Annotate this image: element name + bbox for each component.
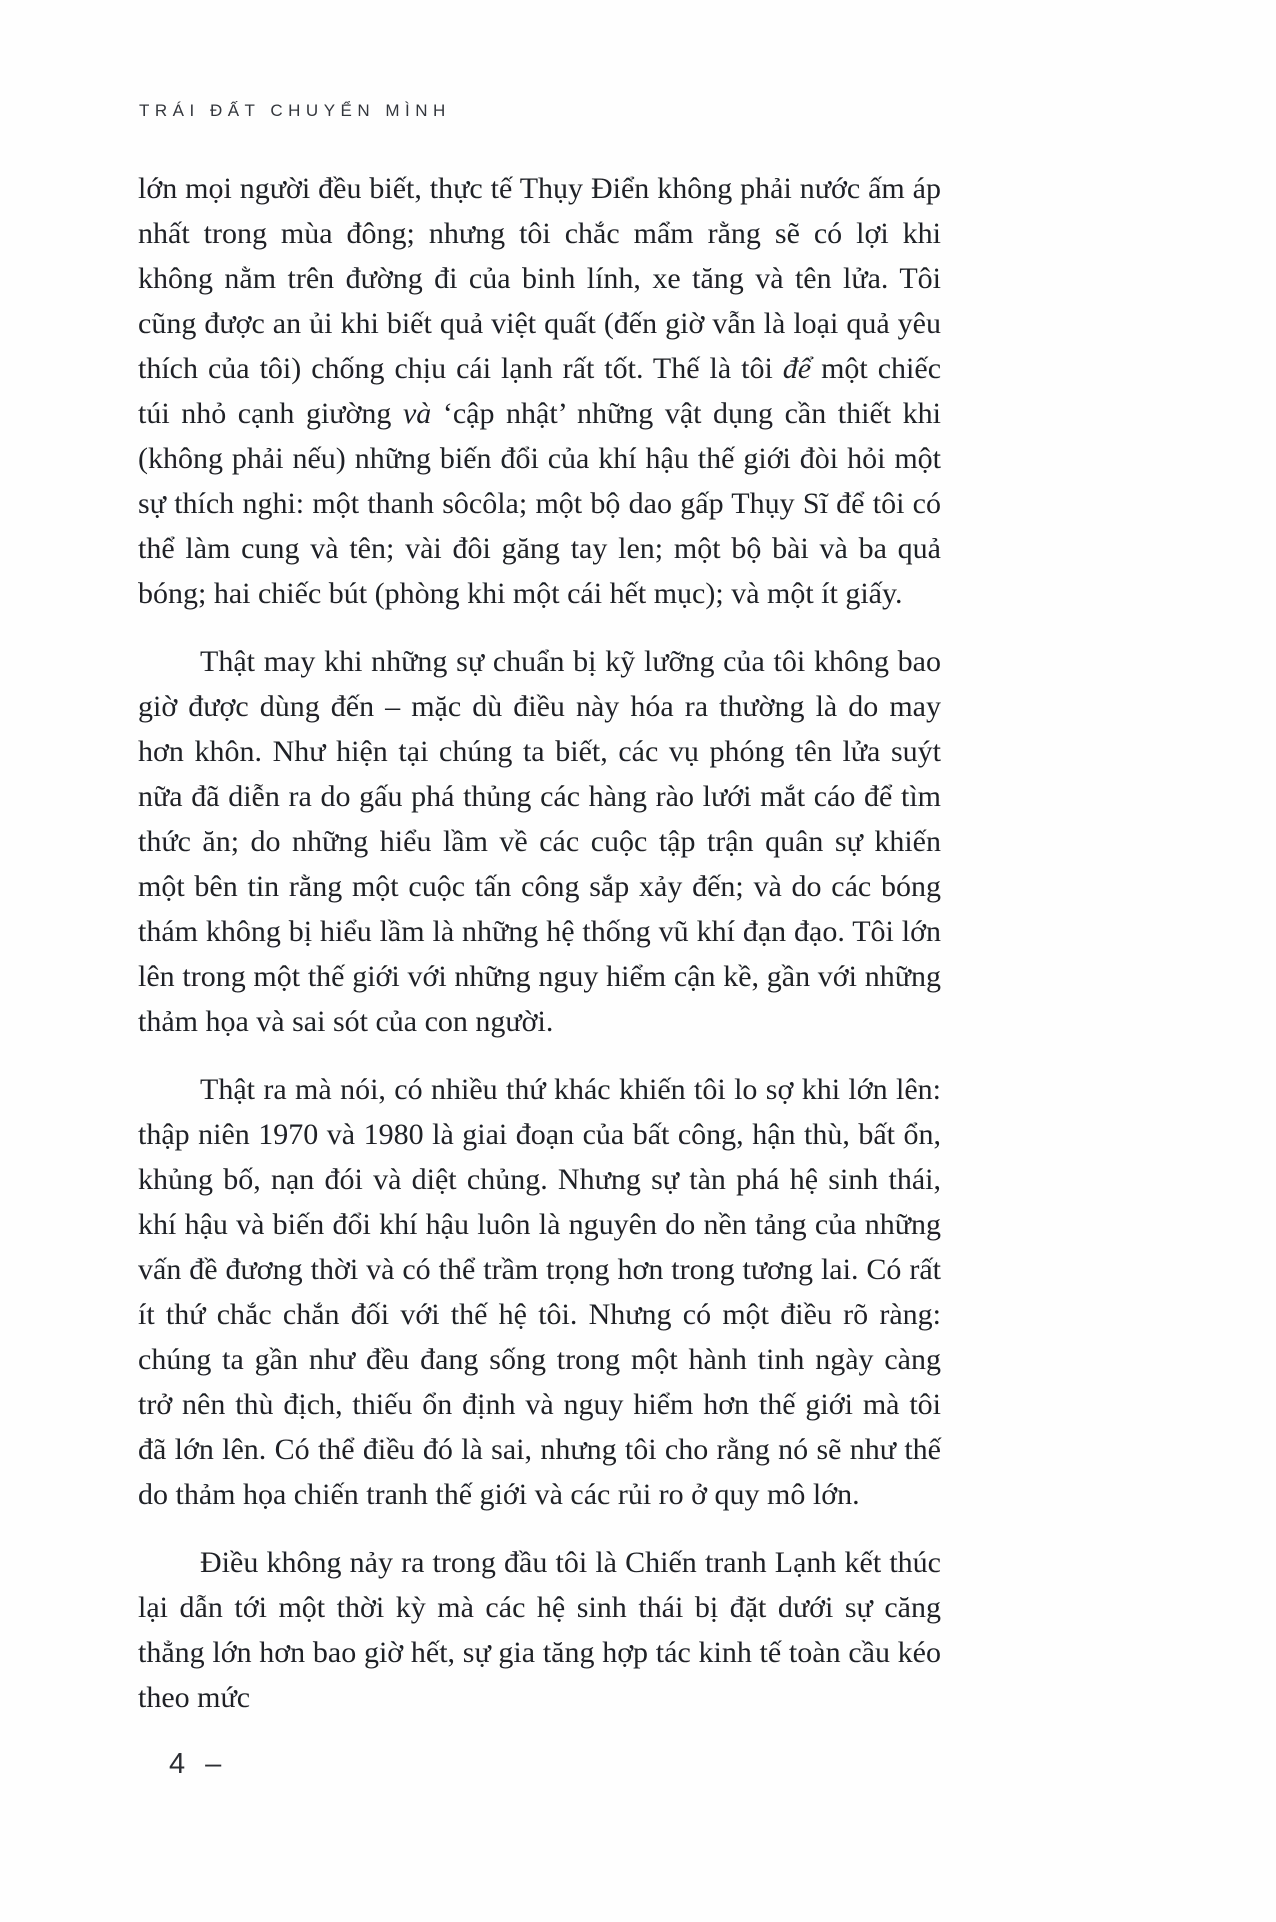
running-header: TRÁI ĐẤT CHUYỂN MÌNH	[139, 101, 451, 120]
body-paragraph-2: Thật may khi những sự chuẩn bị kỹ lưỡng của tôi không bao giờ được dùng đến – mặc dù điều này hóa ra thường là do may hơn khôn. Như hiện tại chúng ta biết, các vụ phóng tên lửa suýt nữa đã diễn ra do gấu phá thủng các hàng rào lưới mắt cáo để tìm thức ăn; do những hiểu lầm về các cuộc tập trận quân sự khiến một bên tin rằng một cuộc tấn công sắp xảy đến; và do các bóng thám không bị hiểu lầm là những hệ thống vũ khí đạn đạo. Tôi lớn lên trong một thế giới với những nguy hiểm cận kề, gần với những thảm họa và sai sót của con người.	[138, 645, 941, 1038]
page-number: 4 –	[169, 1748, 228, 1780]
body-text-column	[138, 166, 941, 1720]
paragraph-1-text: ‘cập nhật’ những vật dụng cần thiết khi (không phải nếu) những biến đổi của khí hậu thế giới đòi hỏi một sự thích nghi: một thanh sôcôla; một bộ dao gấp Thụy Sĩ để tôi có thể làm cung và tên; vài đôi găng tay len; một bộ bài và ba quả bóng; hai chiếc bút (phòng khi một cái hết mục); và một ít giấy.	[138, 397, 941, 610]
paragraph-1-text: một chiếc túi nhỏ cạnh giường	[138, 352, 942, 430]
body-paragraph-1	[138, 166, 941, 616]
paragraph-1-italic-word: và	[402, 397, 432, 430]
paragraph-1-italic-word: để	[782, 352, 812, 385]
paragraph-1-text: lớn mọi người đều biết, thực tế Thụy Điển không phải nước ấm áp nhất trong mùa đông; nhưng tôi chắc mẩm rằng sẽ có lợi khi không nằm trên đường đi của binh lính, xe tăng và tên lửa. Tôi cũng được an ủi khi biết quả việt quất (đến giờ vẫn là loại quả yêu thích của tôi) chống chịu cái lạnh rất tốt. Thế là tôi	[138, 172, 941, 385]
body-paragraph-3: Thật ra mà nói, có nhiều thứ khác khiến tôi lo sợ khi lớn lên: thập niên 1970 và 1980 là giai đoạn của bất công, hận thù, bất ổn, khủng bố, nạn đói và diệt chủng. Nhưng sự tàn phá hệ sinh thái, khí hậu và biến đổi khí hậu luôn là nguyên do nền tảng của những vấn đề đương thời và có thể trầm trọng hơn trong tương lai. Có rất ít thứ chắc chắn đối với thế hệ tôi. Nhưng có một điều rõ ràng: chúng ta gần như đều đang sống trong một hành tinh ngày càng trở nên thù địch, thiếu ổn định và nguy hiểm hơn thế giới mà tôi đã lớn lên. Có thể điều đó là sai, nhưng tôi cho rằng nó sẽ như thế do thảm họa chiến tranh thế giới và các rủi ro ở quy mô lớn.	[138, 1073, 941, 1511]
body-paragraph-4: Điều không nảy ra trong đầu tôi là Chiến tranh Lạnh kết thúc lại dẫn tới một thời kỳ mà các hệ sinh thái bị đặt dưới sự căng thẳng lớn hơn bao giờ hết, sự gia tăng hợp tác kinh tế toàn cầu kéo theo mức	[138, 1546, 941, 1714]
